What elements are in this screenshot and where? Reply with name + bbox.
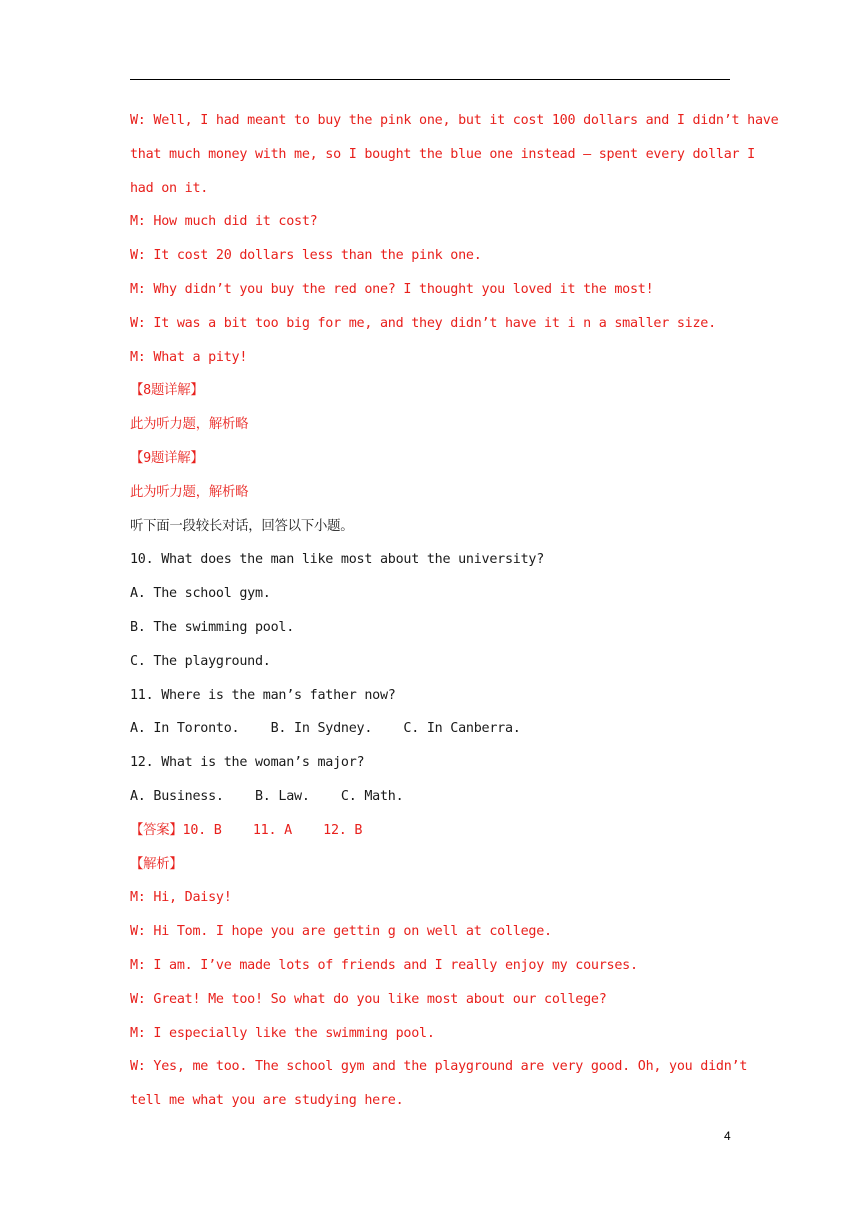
text-line: M: What a pity! <box>130 349 248 365</box>
text-line: C. The playground. <box>130 653 271 669</box>
text-line: A. Business. B. Law. C. Math. <box>130 788 404 804</box>
text-line: M: I especially like the swimming pool. <box>130 1025 435 1041</box>
text-line: tell me what you are studying here. <box>130 1093 404 1109</box>
text-line: that much money with me, so I bought the blue one instead — spent every dollar I <box>130 146 755 162</box>
text-line: 此为听力题，解析略 <box>130 417 249 433</box>
text-line: M: Hi, Daisy! <box>130 890 232 906</box>
text-line: had on it. <box>130 180 209 196</box>
text-line: 12. What is the woman’s major? <box>130 755 365 771</box>
text-line: W: Well, I had meant to buy the pink one, but it cost 100 dollars and I didn’t have <box>130 113 779 128</box>
text-line: A. In Toronto. B. In Sydney. C. In Canberra. <box>130 721 521 737</box>
text-line: A. The school gym. <box>130 586 271 602</box>
text-line: 【9题详解】 <box>130 450 204 466</box>
text-line: W: It was a bit too big for me, and they didn’t have it i n a smaller size. <box>130 315 716 331</box>
text-line: 此为听力题，解析略 <box>130 484 249 500</box>
text-line: W: Yes, me too. The school gym and the playground are very good. Oh, you didn’t <box>130 1059 748 1075</box>
text-line: W: It cost 20 dollars less than the pink one. <box>130 248 482 264</box>
text-line: 【解析】 <box>130 856 183 872</box>
text-line: M: How much did it cost? <box>130 214 318 230</box>
text-line: W: Great! Me too! So what do you like most about our college? <box>130 991 607 1007</box>
header-rule <box>130 79 730 80</box>
text-line: 【答案】10. B 11. A 12. B <box>130 822 363 838</box>
text-line: 11. Where is the man’s father now? <box>130 687 396 703</box>
page-number: 4 <box>724 1129 731 1143</box>
text-line: B. The swimming pool. <box>130 619 295 635</box>
text-line: M: Why didn’t you buy the red one? I thought you loved it the most! <box>130 281 654 297</box>
text-line: M: I am. I’ve made lots of friends and I really enjoy my courses. <box>130 957 638 973</box>
document-body <box>130 110 779 1124</box>
text-line: 听下面一段较长对话，回答以下小题。 <box>130 518 354 534</box>
text-line: 【8题详解】 <box>130 383 204 399</box>
text-line: 10. What does the man like most about the university? <box>130 552 545 568</box>
text-line: W: Hi Tom. I hope you are gettin g on well at college. <box>130 924 552 940</box>
